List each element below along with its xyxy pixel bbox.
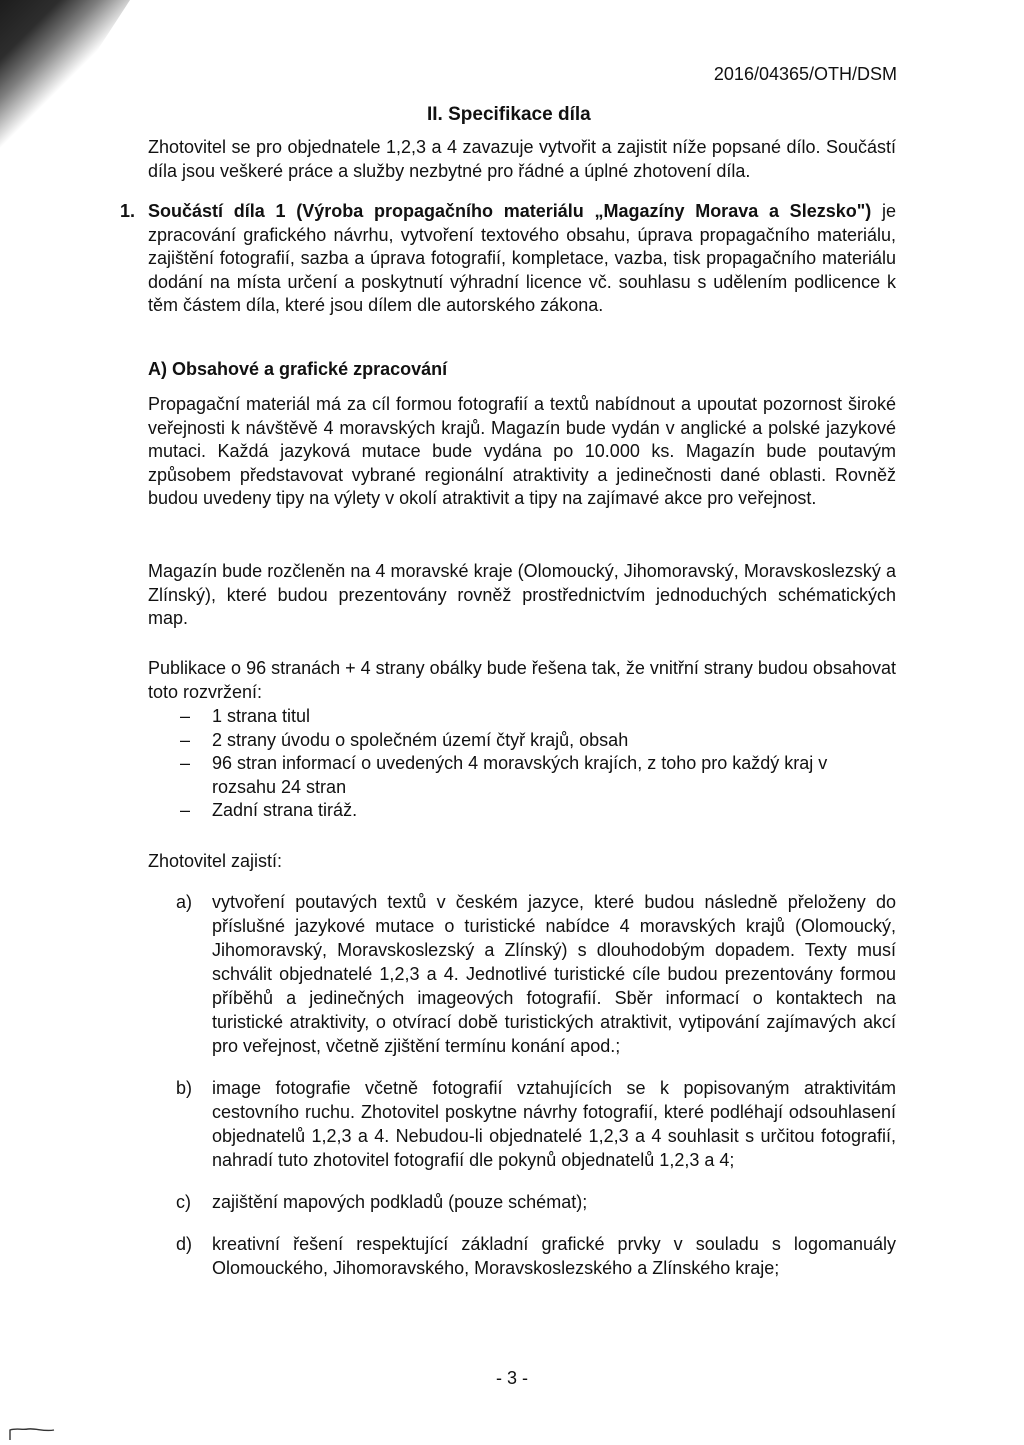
paragraph-publication	[148, 657, 896, 704]
layout-list-item-text: 1 strana titul	[212, 706, 311, 726]
task-item-a	[176, 890, 896, 1058]
paragraph-regions-text: Magazín bude rozčleněn na 4 moravské kraje (Olomoucký, Jihomoravský, Moravskoslezský a Zlínský), které budou prezentovány rovněž prostřednictvím jednoduchých schématických map.	[148, 561, 896, 629]
item-1-description: je zpracování grafického návrhu, vytvoření textového obsahu, úprava propagačního materiálu, zajištění fotografií, sazba a úprava fotografií, kompletace, vazba, tisk propagačního materiálu dodání na místa určení a poskytnutí výhradní licence vč. souhlasu s udělením podlicence k těm částem díla, které jsou dílem dle autorského zákona.	[148, 201, 896, 316]
list-dash: –	[180, 800, 191, 820]
task-list	[176, 890, 896, 1298]
item-1-bold-heading: Součástí díla 1 (Výroba propagačního materiálu „Magazíny Morava a Slezsko")	[148, 201, 872, 221]
paragraph-purpose	[148, 393, 896, 525]
item-1	[120, 200, 896, 332]
task-label: d)	[176, 1234, 193, 1254]
layout-list-item	[176, 729, 896, 753]
layout-list-item	[176, 752, 896, 799]
paragraph-regions	[148, 560, 896, 645]
layout-list-item	[176, 705, 896, 729]
layout-list-item-text: Zadní strana tiráž.	[212, 800, 358, 820]
subheading-a: A) Obsahové a grafické zpracování	[148, 359, 448, 379]
task-text: kreativní řešení respektující základní grafické prvky v souladu s logomanuály Olomouckého, Jihomoravského, Moravskoslezského a Zlínského kraje;	[212, 1234, 896, 1278]
item-1-text	[148, 200, 896, 318]
document-reference-number: 2016/04365/OTH/DSM	[713, 64, 897, 84]
paragraph-publication-text: Publikace o 96 stranách + 4 strany obálky bude řešena tak, že vnitřní strany budou obsahovat toto rozvržení:	[148, 658, 896, 702]
section-title: II. Specifikace díla	[427, 104, 591, 125]
task-text: image fotografie včetně fotografií vztahujících se k popisovaným atraktivitám cestovního ruchu. Zhotovitel poskytne návrhy fotografií, které podléhají odsouhlasení objednatelů 1,2,3 a 4. Nebudou-li objednatelé 1,2,3 a 4 souhlasit s určitou fotografií, nahradí tuto zhotovitel fotografií dle pokynů objednatelů 1,2,3 a 4;	[212, 1078, 896, 1170]
task-item-b	[176, 1076, 896, 1172]
task-item-c	[176, 1190, 896, 1214]
task-label: a)	[176, 892, 193, 912]
layout-list-item-text: 96 stran informací o uvedených 4 moravských krajích, z toho pro každý kraj v rozsahu 24 stran	[212, 753, 828, 797]
layout-list-item	[176, 799, 896, 823]
contractor-provides-label: Zhotovitel zajistí:	[148, 851, 283, 871]
paragraph-purpose-text: Propagační materiál má za cíl formou fotografií a textů nabídnout a upoutat pozornost široké veřejnosti k návštěvě 4 moravských krajů. Magazín bude vydán v anglické a polské jazykové mutaci. Každá jazyková mutace bude vydána po 10.000 ks. Magazín bude poutavým způsobem představovat vybrané regionální atraktivity a jedinečnosti dané oblasti. Rovněž budou uvedeny tipy na výlety v okolí atraktivit a tipy na zajímavé akce pro veřejnost.	[148, 394, 896, 509]
scan-shadow-corner	[0, 0, 130, 200]
page-number: - 3 -	[495, 1368, 528, 1388]
intro-paragraph	[148, 136, 896, 197]
task-label: c)	[176, 1192, 191, 1212]
handwritten-mark	[8, 1424, 58, 1442]
task-label: b)	[176, 1078, 193, 1098]
task-item-d	[176, 1232, 896, 1280]
list-dash: –	[180, 753, 191, 773]
layout-list-item-text: 2 strany úvodu o společném území čtyř krajů, obsah	[212, 729, 629, 750]
intro-text: Zhotovitel se pro objednatele 1,2,3 a 4 zavazuje vytvořit a zajistit níže popsané dílo. Součástí díla jsou veškeré práce a služby nezbytné pro řádné a úplné zhotovení díla.	[148, 137, 896, 181]
list-dash: –	[180, 706, 191, 726]
layout-list	[176, 705, 896, 823]
list-dash: –	[180, 729, 191, 750]
task-text: vytvoření poutavých textů v českém jazyce, které budou následně přeloženy do příslušné jazykové mutace o turistické nabídce 4 moravských krajů (Olomoucký, Jihomoravský, Moravskoslezský a Zlínský) s dlouhodobým dopadem. Texty musí schválit objednatelé 1,2,3 a 4. Jednotlivé turistické cíle budou prezentovány formou příběhů a jedinečných imageových fotografií. Sběr informací o kontaktech na turistické atraktivity, o otvírací době turistických atraktivit, vytipování zajímavých akcí pro veřejnost, včetně zjištění termínu konání apod.;	[212, 892, 896, 1056]
item-1-number: 1.	[120, 201, 136, 221]
task-text: zajištění mapových podkladů (pouze schémat);	[212, 1192, 588, 1212]
